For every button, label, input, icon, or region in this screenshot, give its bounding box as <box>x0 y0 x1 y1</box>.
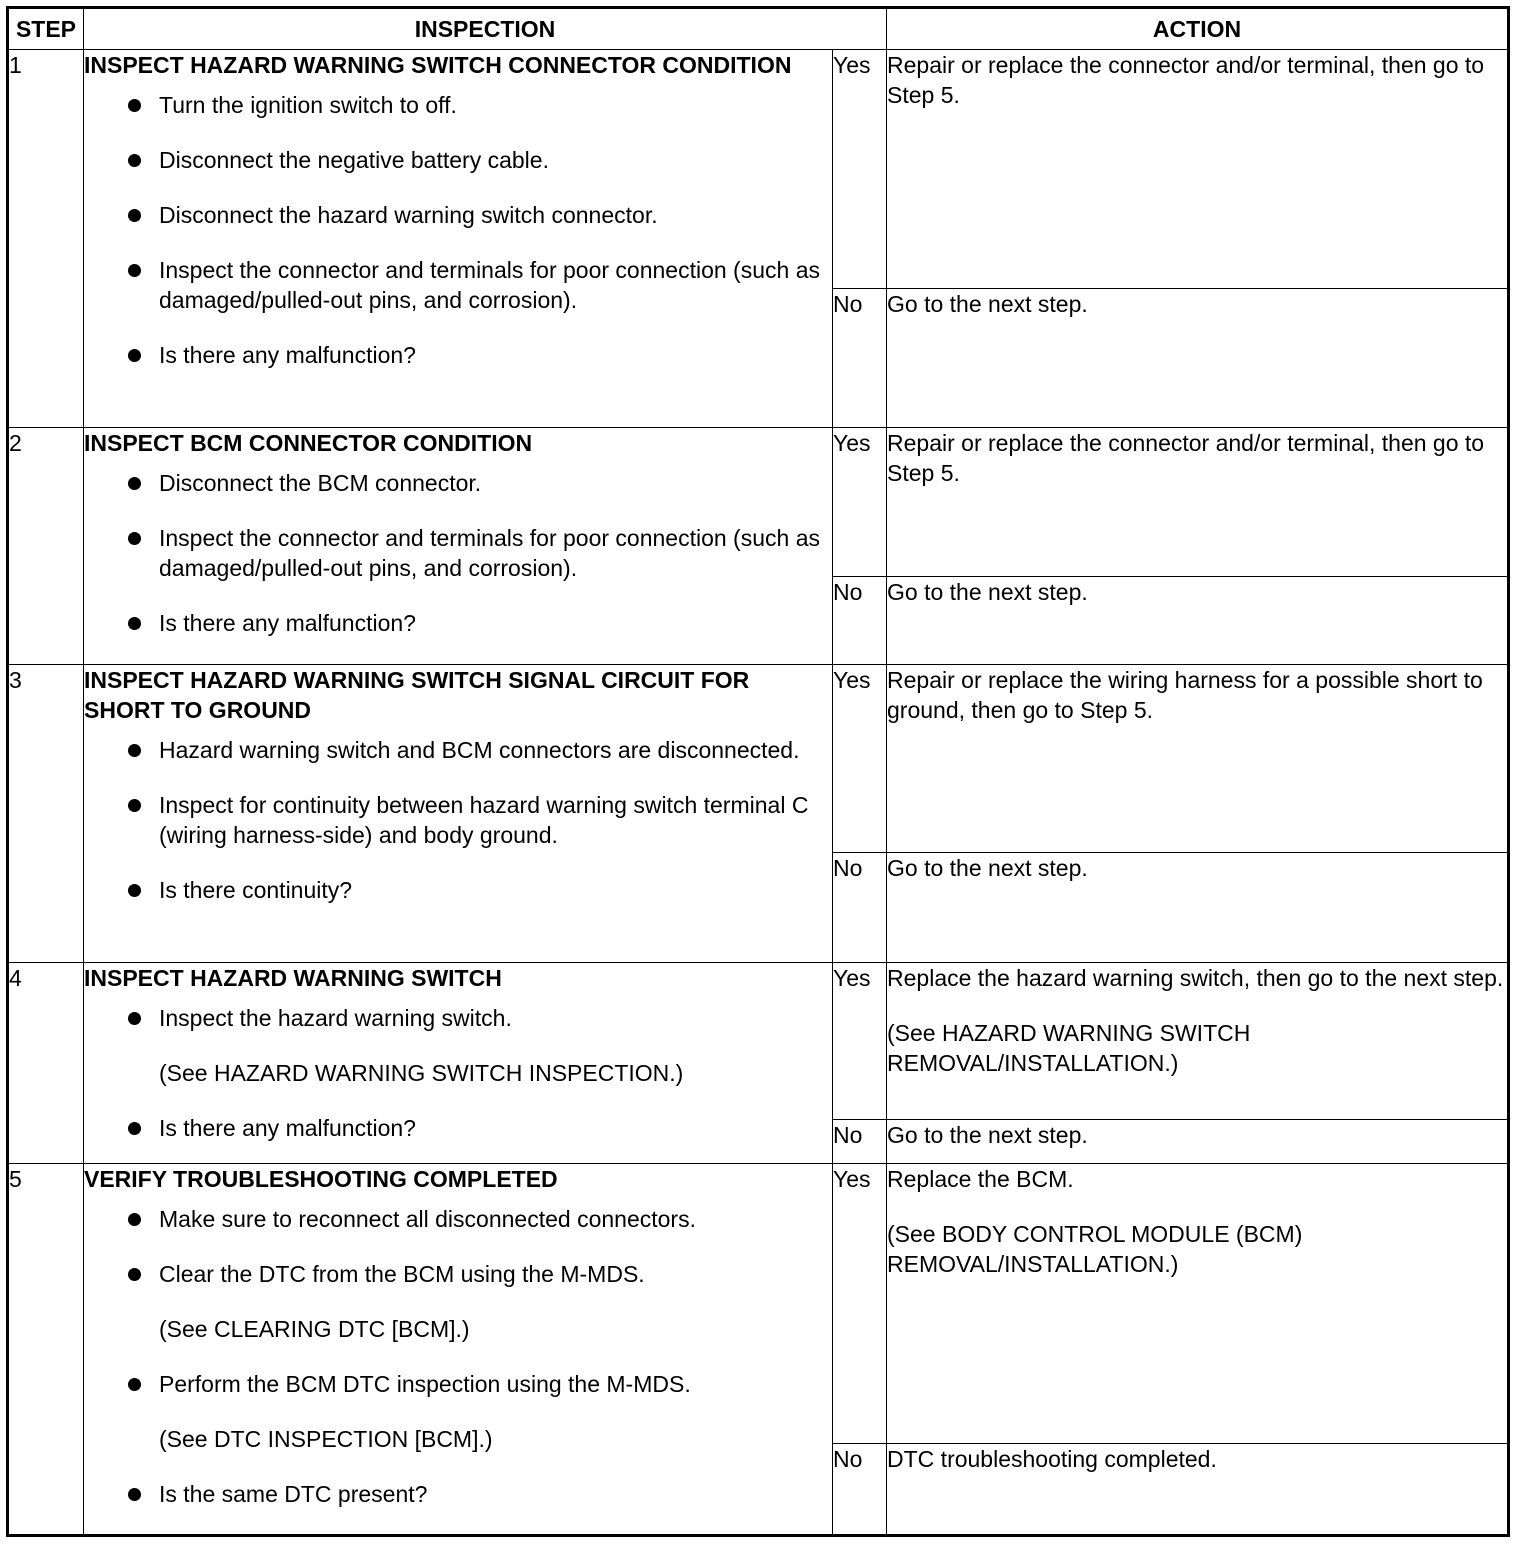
bullet-icon <box>128 799 141 812</box>
inspection-item-text: Disconnect the hazard warning switch connector. <box>159 202 658 228</box>
header-row <box>8 8 1509 50</box>
bullet-icon <box>128 477 141 490</box>
header-action: ACTION <box>887 8 1509 50</box>
action-text: Go to the next step. <box>887 1122 1088 1148</box>
inspection-item <box>84 523 832 583</box>
inspection-item <box>84 1259 832 1344</box>
inspection-item <box>84 875 832 905</box>
inspection-item-text: Inspect the hazard warning switch. <box>159 1005 512 1031</box>
no-label: No <box>833 577 887 665</box>
inspection-title: INSPECT BCM CONNECTOR CONDITION <box>84 430 533 456</box>
inspection-item-text: Perform the BCM DTC inspection using the M-MDS. <box>159 1371 691 1397</box>
inspection-item <box>84 1479 832 1509</box>
header-inspection: INSPECTION <box>84 8 887 50</box>
bullet-icon <box>128 1122 141 1135</box>
inspection-item-text: Disconnect the BCM connector. <box>159 470 482 496</box>
action-text: (See HAZARD WARNING SWITCH REMOVAL/INSTALLATION.) <box>887 1020 1251 1076</box>
inspection-item <box>84 790 832 850</box>
bullet-icon <box>128 264 141 277</box>
no-action-cell <box>887 853 1509 963</box>
action-text: Go to the next step. <box>887 855 1088 881</box>
yes-action-cell <box>887 428 1509 577</box>
step-number: 5 <box>8 1164 84 1536</box>
step-number: 1 <box>8 50 84 428</box>
inspection-item-note: (See HAZARD WARNING SWITCH INSPECTION.) <box>159 1060 684 1086</box>
action-text: Replace the hazard warning switch, then go to the next step. <box>887 965 1504 991</box>
inspection-item-text: Is there any malfunction? <box>159 1115 416 1141</box>
inspection-item-text: Is there any malfunction? <box>159 610 416 636</box>
yes-label: Yes <box>833 963 887 1120</box>
troubleshooting-table <box>6 6 1510 1537</box>
yes-label: Yes <box>833 1164 887 1444</box>
inspection-title: VERIFY TROUBLESHOOTING COMPLETED <box>84 1166 558 1192</box>
no-label: No <box>833 1120 887 1164</box>
inspection-title: INSPECT HAZARD WARNING SWITCH <box>84 965 502 991</box>
bullet-icon <box>128 349 141 362</box>
bullet-icon <box>128 1378 141 1391</box>
yes-label: Yes <box>833 428 887 577</box>
inspection-list <box>84 735 832 905</box>
inspection-item <box>84 200 832 230</box>
step-number: 4 <box>8 963 84 1164</box>
step-row-yes <box>8 1164 1509 1444</box>
inspection-item-note: (See DTC INSPECTION [BCM].) <box>159 1426 493 1452</box>
inspection-item-text: Is the same DTC present? <box>159 1481 428 1507</box>
inspection-title: INSPECT HAZARD WARNING SWITCH CONNECTOR CONDITION <box>84 52 792 78</box>
inspection-cell <box>84 428 833 665</box>
step-number: 2 <box>8 428 84 665</box>
yes-action-cell <box>887 1164 1509 1444</box>
inspection-item-text: Inspect the connector and terminals for poor connection (such as damaged/pulled-out pins, and corrosion). <box>159 525 820 581</box>
inspection-cell <box>84 50 833 428</box>
action-text: Go to the next step. <box>887 579 1088 605</box>
action-text: Replace the BCM. <box>887 1166 1074 1192</box>
yes-action-cell <box>887 665 1509 853</box>
step-row-yes <box>8 665 1509 853</box>
inspection-item-text: Hazard warning switch and BCM connectors are disconnected. <box>159 737 800 763</box>
action-text: DTC troubleshooting completed. <box>887 1446 1217 1472</box>
action-text: Repair or replace the connector and/or terminal, then go to Step 5. <box>887 430 1485 486</box>
inspection-item <box>84 255 832 315</box>
inspection-item <box>84 145 832 175</box>
no-label: No <box>833 289 887 428</box>
bullet-icon <box>128 1268 141 1281</box>
no-action-cell <box>887 1120 1509 1164</box>
inspection-item-note: (See CLEARING DTC [BCM].) <box>159 1316 470 1342</box>
no-action-cell <box>887 289 1509 428</box>
no-action-cell <box>887 577 1509 665</box>
inspection-item-text: Clear the DTC from the BCM using the M-MDS. <box>159 1261 645 1287</box>
bullet-icon <box>128 209 141 222</box>
inspection-list <box>84 1204 832 1509</box>
action-text: Repair or replace the connector and/or terminal, then go to Step 5. <box>887 52 1485 108</box>
inspection-item <box>84 90 832 120</box>
inspection-item-text: Is there continuity? <box>159 877 353 903</box>
inspection-item-text: Inspect for continuity between hazard warning switch terminal C (wiring harness-side) and body ground. <box>159 792 809 848</box>
step-row-yes <box>8 428 1509 577</box>
inspection-cell <box>84 1164 833 1536</box>
no-label: No <box>833 853 887 963</box>
step-row-yes <box>8 50 1509 289</box>
inspection-item <box>84 1204 832 1234</box>
no-action-cell <box>887 1444 1509 1536</box>
action-text: Repair or replace the wiring harness for a possible short to ground, then go to Step 5. <box>887 667 1483 723</box>
action-text: (See BODY CONTROL MODULE (BCM) REMOVAL/INSTALLATION.) <box>887 1221 1303 1277</box>
bullet-icon <box>128 744 141 757</box>
bullet-icon <box>128 884 141 897</box>
inspection-item <box>84 340 832 370</box>
inspection-item-text: Make sure to reconnect all disconnected connectors. <box>159 1206 696 1232</box>
yes-action-cell <box>887 963 1509 1120</box>
bullet-icon <box>128 1488 141 1501</box>
inspection-item <box>84 1113 832 1143</box>
bullet-icon <box>128 1012 141 1025</box>
action-text: Go to the next step. <box>887 291 1088 317</box>
inspection-item-text: Inspect the connector and terminals for poor connection (such as damaged/pulled-out pins, and corrosion). <box>159 257 820 313</box>
step-row-yes <box>8 963 1509 1120</box>
header-step: STEP <box>8 8 84 50</box>
bullet-icon <box>128 99 141 112</box>
inspection-item-text: Disconnect the negative battery cable. <box>159 147 549 173</box>
bullet-icon <box>128 154 141 167</box>
bullet-icon <box>128 532 141 545</box>
inspection-item <box>84 1369 832 1454</box>
inspection-cell <box>84 963 833 1164</box>
inspection-item <box>84 608 832 638</box>
bullet-icon <box>128 1213 141 1226</box>
step-number: 3 <box>8 665 84 963</box>
bullet-icon <box>128 617 141 630</box>
inspection-cell <box>84 665 833 963</box>
inspection-title: INSPECT HAZARD WARNING SWITCH SIGNAL CIRCUIT FOR SHORT TO GROUND <box>84 667 750 723</box>
inspection-list <box>84 1003 832 1143</box>
inspection-item-text: Is there any malfunction? <box>159 342 416 368</box>
no-label: No <box>833 1444 887 1536</box>
inspection-list <box>84 90 832 370</box>
inspection-item <box>84 735 832 765</box>
inspection-list <box>84 468 832 638</box>
inspection-item-text: Turn the ignition switch to off. <box>159 92 457 118</box>
inspection-item <box>84 468 832 498</box>
yes-label: Yes <box>833 50 887 289</box>
inspection-item <box>84 1003 832 1088</box>
yes-action-cell <box>887 50 1509 289</box>
yes-label: Yes <box>833 665 887 853</box>
